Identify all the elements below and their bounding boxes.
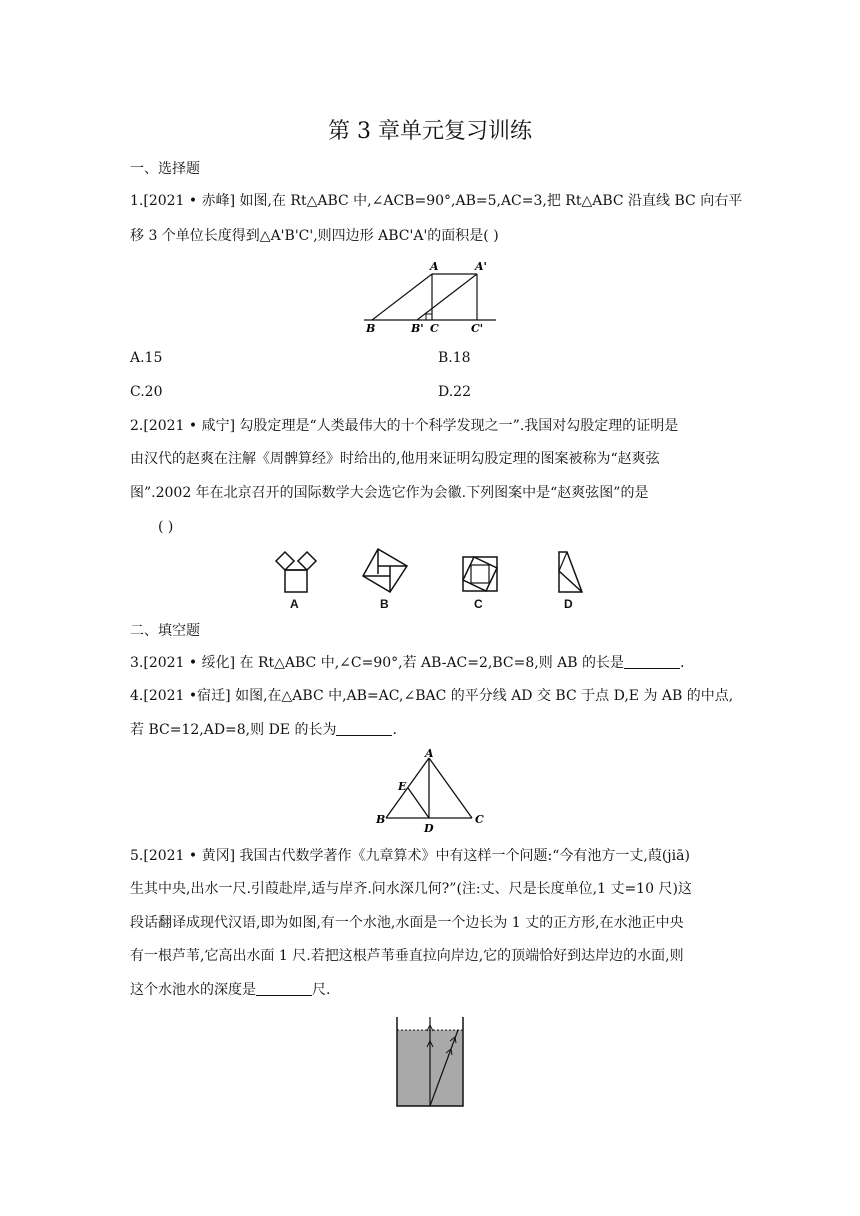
q4-answer-blank[interactable] xyxy=(336,721,392,736)
q3-answer-blank[interactable] xyxy=(624,654,680,669)
q4-line-2 xyxy=(130,720,730,740)
q1-option-a[interactable]: A.15 xyxy=(130,350,163,366)
q2-figure-a[interactable] xyxy=(272,548,320,596)
q2-label-b: B xyxy=(380,597,389,611)
q4-label-e: E xyxy=(398,780,407,793)
q2-line-1: 2.[2021 • 咸宁] 勾股定理是“人类最伟大的十个科学发现之一”.我国对勾股定理的证明是 xyxy=(130,418,679,434)
q2-line-4: ( ) xyxy=(158,519,174,535)
q5-line-1: 5.[2021 • 黄冈] 我国古代数学著作《九章算术》中有这样一个问题:“今有池方一丈,葭(jiā) xyxy=(130,848,690,864)
q2-label-a: A xyxy=(290,597,299,611)
q5-answer-blank[interactable] xyxy=(256,981,312,996)
q4-figure xyxy=(372,748,492,834)
q2-figure-c[interactable] xyxy=(460,554,500,594)
q1-label-c: C xyxy=(430,322,439,334)
q1-option-d[interactable]: D.22 xyxy=(438,384,471,400)
section-fill-heading: 二、填空题 xyxy=(130,623,200,639)
q1-line-1: 1.[2021 • 赤峰] 如图,在 Rt△ABC 中,∠ACB=90°,AB=5,AC=3,把 Rt△ABC 沿直线 BC 向右平 xyxy=(130,193,743,209)
q5-line-4: 有一根芦苇,它高出水面 1 尺.若把这根芦苇垂直拉向岸边,它的顶端恰好到达岸边的水面,则 xyxy=(130,948,684,964)
q3-end: . xyxy=(680,655,685,671)
q5-end: 尺. xyxy=(312,982,331,998)
q1-label-a-prime: A' xyxy=(475,260,487,273)
q4-text: 若 BC=12,AD=8,则 DE 的长为 xyxy=(130,722,337,738)
section-choice-heading: 一、选择题 xyxy=(130,161,200,177)
q5-line-2: 生其中央,出水一尺.引葭赴岸,适与岸齐.问水深几何?”(注:丈、尺是长度单位,1 丈=10 尺)这 xyxy=(130,881,692,897)
q5-line-3: 段话翻译成现代汉语,即为如图,有一个水池,水面是一个边长为 1 丈的正方形,在水池正中央 xyxy=(130,915,684,931)
q4-end: . xyxy=(392,722,397,738)
page-title: 第 3 章单元复习训练 xyxy=(328,119,532,144)
q2-line-3: 图”.2002 年在北京召开的国际数学大会选它作为会徽.下列图案中是“赵爽弦图”的是 xyxy=(130,485,649,501)
q1-label-b-prime: B' xyxy=(411,322,424,334)
q5-figure xyxy=(393,1015,467,1111)
q1-figure xyxy=(360,258,500,334)
q4-label-d: D xyxy=(424,822,434,834)
q4-label-b: B xyxy=(376,813,386,826)
q3-text: 3.[2021 • 绥化] 在 Rt△ABC 中,∠C=90°,若 AB-AC=2,BC=8,则 AB 的长是 xyxy=(130,655,625,671)
q3-line-1 xyxy=(130,653,730,673)
q5-line-5 xyxy=(130,980,730,1000)
q2-label-c: C xyxy=(474,597,483,611)
q1-option-b[interactable]: B.18 xyxy=(438,350,471,366)
q1-option-c[interactable]: C.20 xyxy=(130,384,163,400)
q4-label-c: C xyxy=(475,813,484,826)
q1-line-2: 移 3 个单位长度得到△A'B'C',则四边形 ABC'A'的面积是( ) xyxy=(130,228,499,244)
q4-line-1: 4.[2021 •宿迁] 如图,在△ABC 中,AB=AC,∠BAC 的平分线 AD 交 BC 于点 D,E 为 AB 的中点, xyxy=(130,688,734,704)
q2-line-2: 由汉代的赵爽在注解《周髀算经》时给出的,他用来证明勾股定理的图案被称为“赵爽弦 xyxy=(130,451,660,467)
q1-label-a: A xyxy=(430,260,439,273)
q1-label-b: B xyxy=(366,322,376,334)
q2-label-d: D xyxy=(564,597,573,611)
q2-figure-b[interactable] xyxy=(360,546,412,594)
q4-label-a: A xyxy=(425,748,434,760)
q1-label-c-prime: C' xyxy=(471,322,484,334)
q2-figure-d[interactable] xyxy=(554,549,588,595)
q5-text: 这个水池水的深度是 xyxy=(130,982,256,998)
